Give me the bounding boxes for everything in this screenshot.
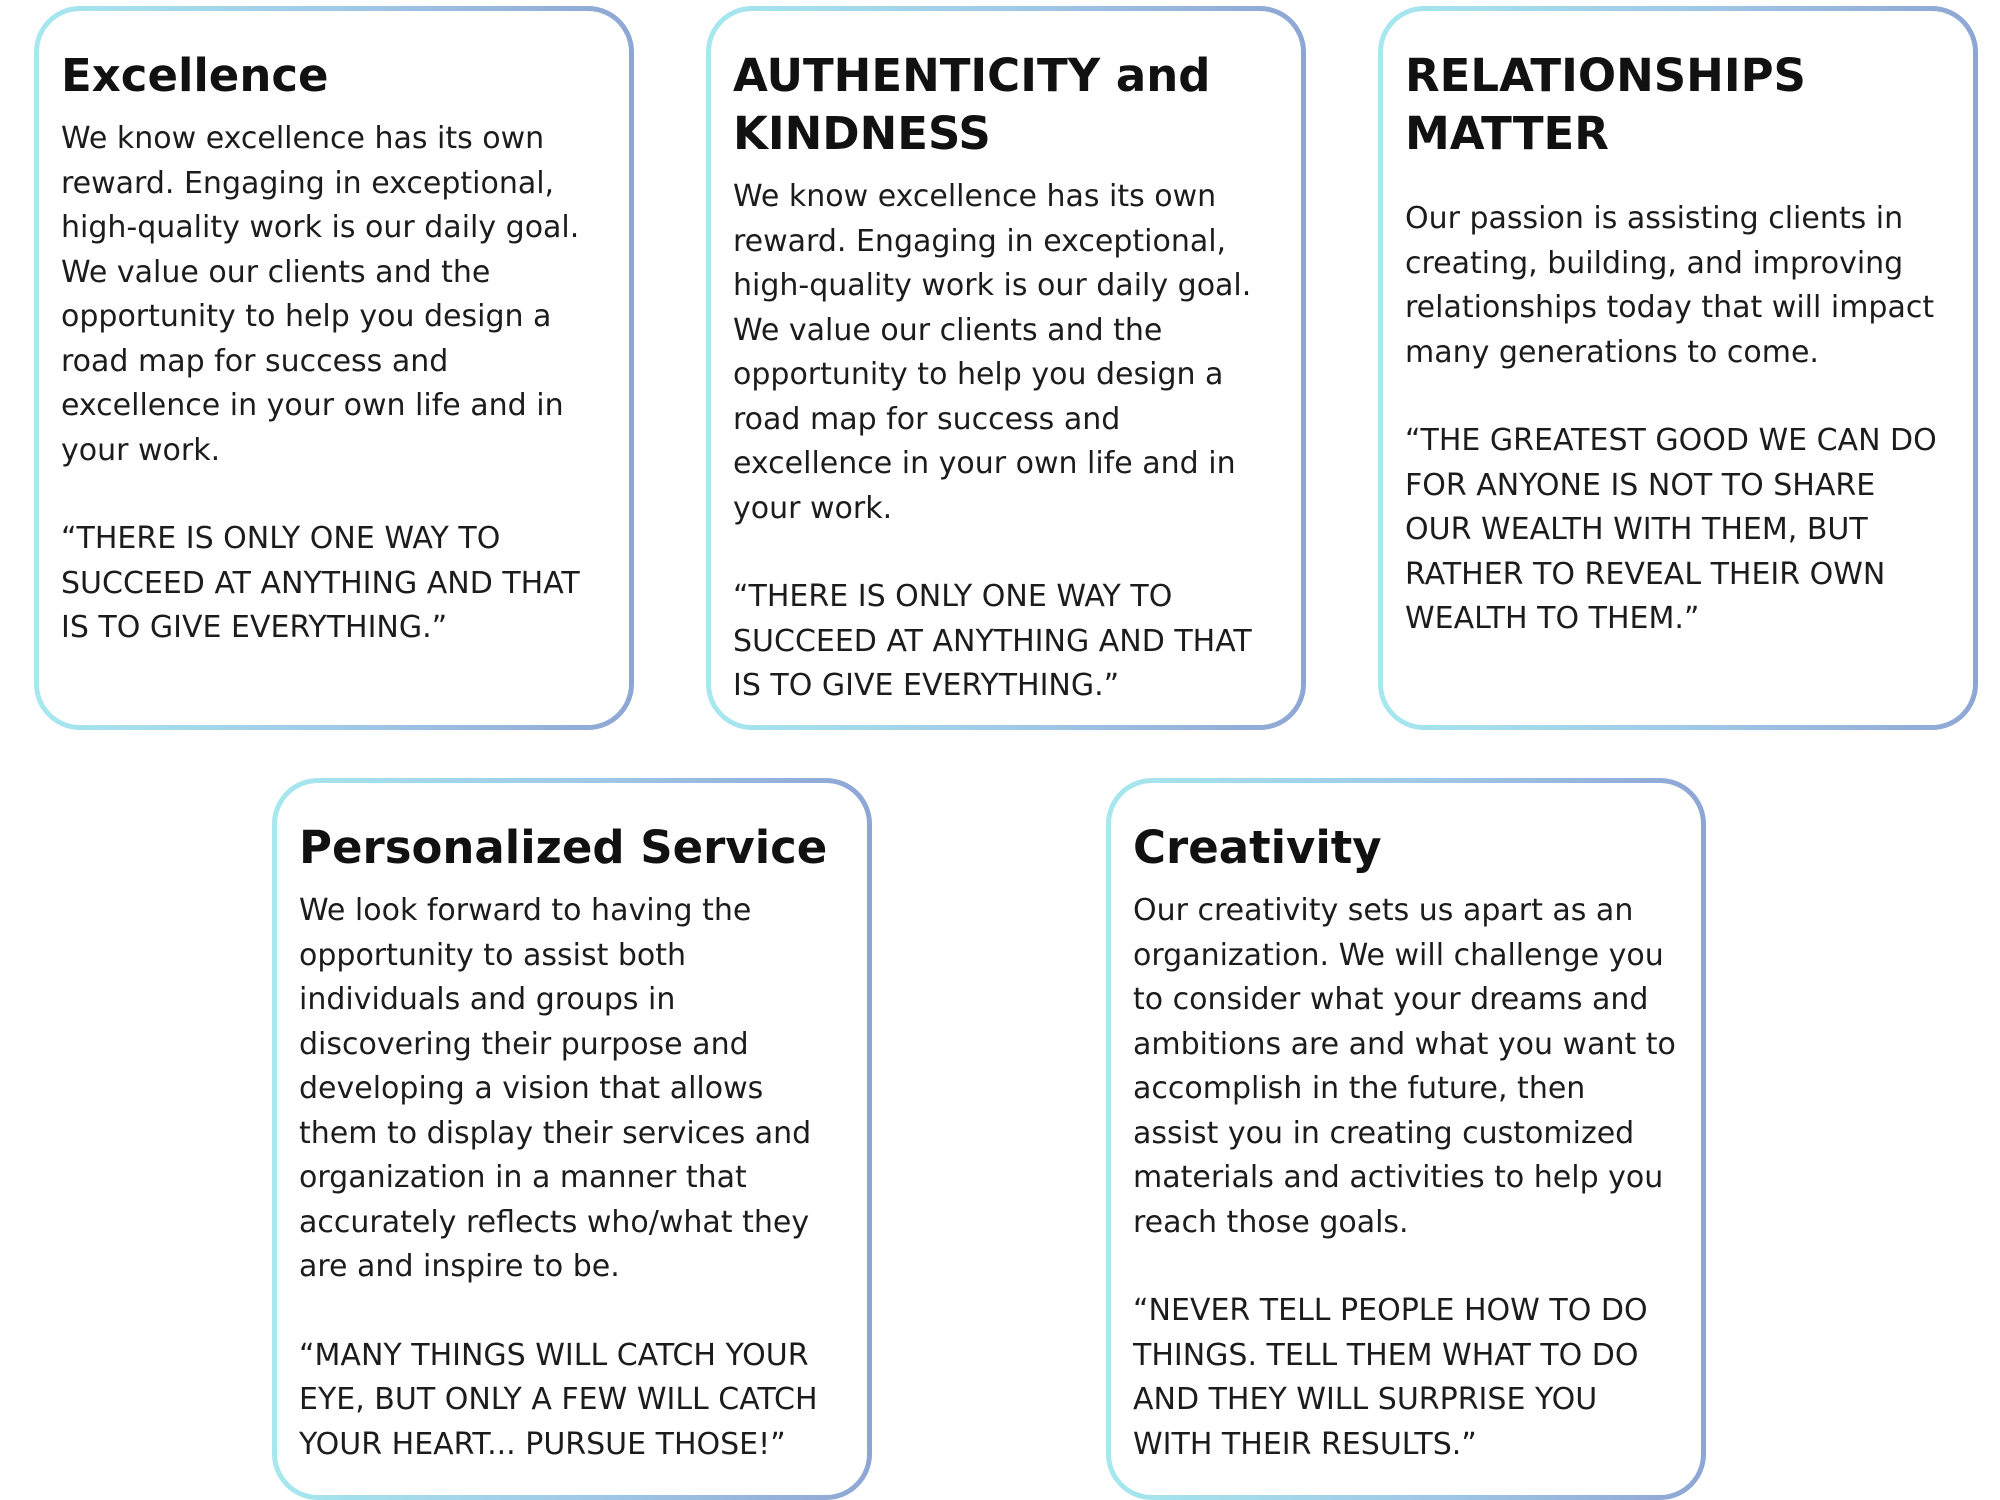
card-description: We know excellence has its own reward. Engaging in exceptional, high-quality work is our daily goal. We value our clients and the opportunity to help you design a road map for success and excellence in your own life and in your work. [61,121,580,468]
card-quote: “THE GREATEST GOOD WE CAN DO FOR ANYONE IS NOT TO SHARE OUR WEALTH WITH THEM, BUT RATHER TO REVEAL THEIR OWN WEALTH TO THEM.” [1405,423,1937,636]
card-personalized-service [272,778,872,1500]
card-quote: “THERE IS ONLY ONE WAY TO SUCCEED AT ANYTHING AND THAT IS TO GIVE EVERYTHING.” [61,521,580,645]
card-quote: “THERE IS ONLY ONE WAY TO SUCCEED AT ANYTHING AND THAT IS TO GIVE EVERYTHING.” [733,579,1252,703]
card-description: We look forward to having the opportunity to assist both individuals and groups in discovering their purpose and developing a vision that allows them to display their services and organization in a manner that accurately reflects who/what they are and inspire to be. [299,893,812,1284]
card-content [39,11,629,725]
card-excellence [34,6,634,730]
card-title: RELATIONSHIPS MATTER [1405,49,1806,160]
card-quote: “NEVER TELL PEOPLE HOW TO DO THINGS. TELL THEM WHAT TO DO AND THEY WILL SURPRISE YOU WITH THEIR RESULTS.” [1133,1293,1648,1462]
card-content [277,783,867,1495]
card-content [1111,783,1701,1495]
card-content [711,11,1301,725]
card-relationships-matter [1378,6,1978,730]
card-creativity [1106,778,1706,1500]
card-description: Our passion is assisting clients in creating, building, and improving relationships today that will impact many generations to come. [1405,201,1935,370]
card-description: Our creativity sets us apart as an organization. We will challenge you to consider what your dreams and ambitions are and what you want to accomplish in the future, then assist you in creating customized materials and activities to help you reach those goals. [1133,893,1676,1240]
card-title: Creativity [1133,821,1382,874]
card-quote: “MANY THINGS WILL CATCH YOUR EYE, BUT ONLY A FEW WILL CATCH YOUR HEART... PURSUE THOSE!” [299,1337,818,1462]
card-content [1383,11,1973,725]
card-description: We know excellence has its own reward. Engaging in exceptional, high-quality work is our daily goal. We value our clients and the opportunity to help you design a road map for success and excellence in your own life and in your work. [733,179,1252,526]
card-title: AUTHENTICITY and KINDNESS [733,49,1211,160]
card-authenticity-and-kindness [706,6,1306,730]
card-title: Excellence [61,49,329,102]
card-title: Personalized Service [299,821,828,874]
